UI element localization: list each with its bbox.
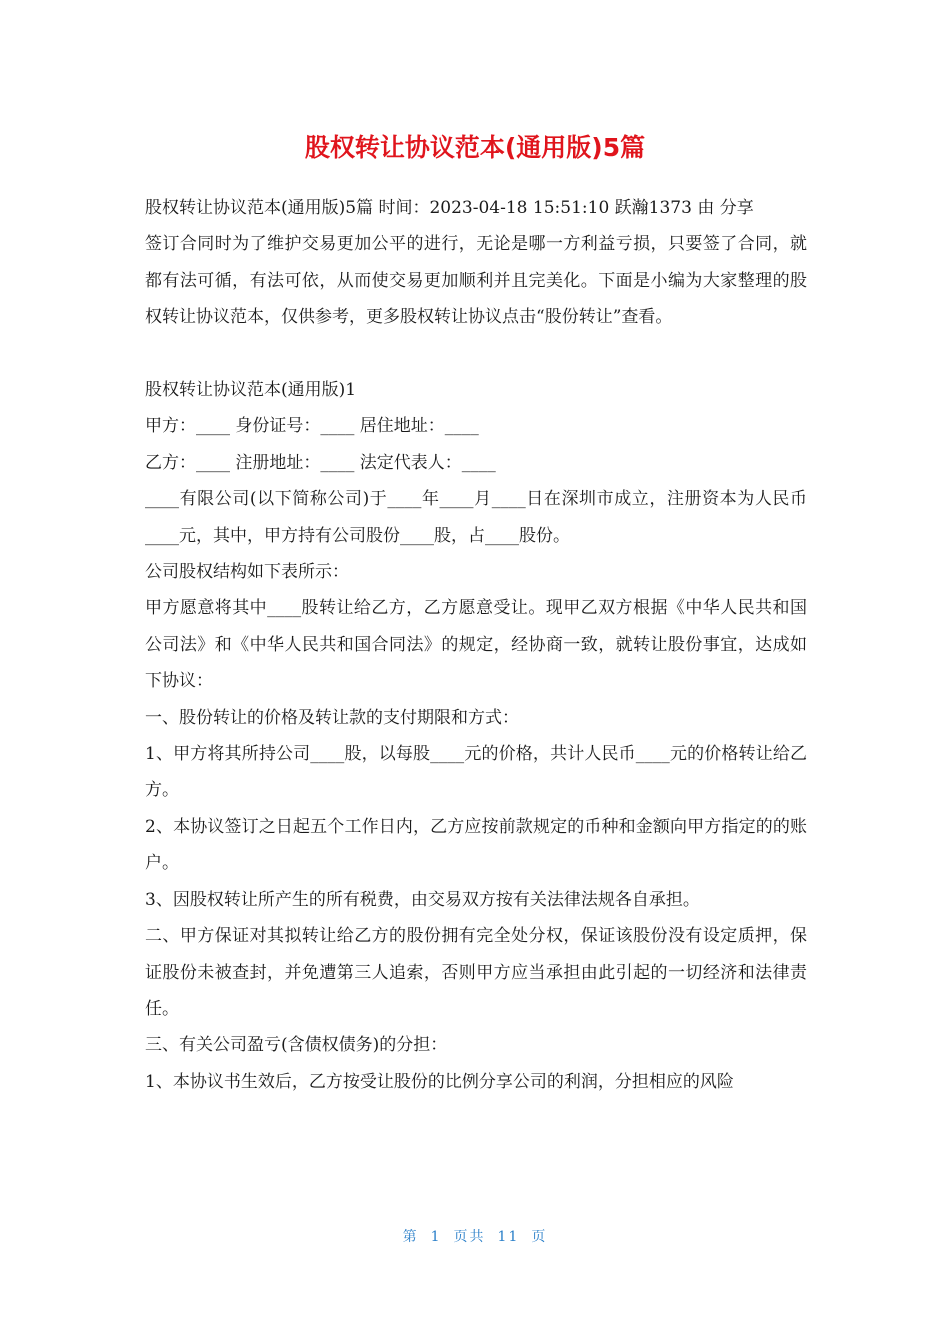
clause-item-3: 3、因股权转让所产生的所有税费，由交易双方按有关法律法规各自承担。 xyxy=(145,889,700,910)
party-a-line: 甲方：____ 身份证号：____ 居住地址：____ xyxy=(145,416,479,437)
page-number: 1 xyxy=(430,1229,442,1245)
total-pages: 11 xyxy=(497,1229,520,1245)
company-info-paragraph: ____有限公司(以下简称公司)于____年____月____日在深圳市成立，注册资本为人民币____元，其中，甲方持有公司股份____股，占____股份。 xyxy=(145,489,807,546)
clause-heading-price: 一、股份转让的价格及转让款的支付期限和方式： xyxy=(145,707,519,728)
page-label-middle: 页共 xyxy=(453,1229,486,1245)
equity-structure-line: 公司股权结构如下表所示： xyxy=(145,562,349,583)
clause-item-1: 1、甲方将其所持公司____股，以每股____元的价格，共计人民币____元的价格转让给乙方。 xyxy=(145,744,807,801)
page-label-suffix: 页 xyxy=(531,1229,548,1245)
clause-heading-profit-loss: 三、有关公司盈亏(含债权债务)的分担： xyxy=(145,1035,448,1056)
clause-item-profit-1: 1、本协议书生效后，乙方按受让股份的比例分享公司的利润，分担相应的风险 xyxy=(145,1071,734,1092)
page-footer xyxy=(0,1226,950,1248)
page-title: 股权转让协议范本(通用版)5篇 xyxy=(304,133,646,162)
transfer-intent-paragraph: 甲方愿意将其中____股转让给乙方，乙方愿意受让。现甲乙双方根据《中华人民共和国公司法》和《中华人民共和国合同法》的规定，经协商一致，就转让股份事宜，达成如下协议： xyxy=(145,598,807,692)
clause-item-2: 2、本协议签订之日起五个工作日内，乙方应按前款规定的币种和金额向甲方指定的的账户。 xyxy=(145,816,807,874)
party-b-line: 乙方：____ 注册地址：____ 法定代表人：____ xyxy=(145,452,496,473)
meta-line: 股权转让协议范本(通用版)5篇 时间：2023-04-18 15:51:10 跃瀚1373 由 分享 xyxy=(145,198,754,218)
intro-paragraph: 签订合同时为了维护交易更加公平的进行，无论是哪一方利益亏损，只要签了合同，就都有法可循，有法可依，从而使交易更加顺利并且完美化。下面是小编为大家整理的股权转让协议范本，仅供参考，更多股权转让协议点击“股份转让”查看。 xyxy=(145,234,807,328)
clause-heading-guarantee: 二、甲方保证对其拟转让给乙方的股份拥有完全处分权，保证该股份没有设定质押，保证股份未被查封，并免遭第三人追索，否则甲方应当承担由此引起的一切经济和法律责任。 xyxy=(145,926,807,1019)
section-heading: 股权转让协议范本(通用版)1 xyxy=(145,380,357,401)
paragraph-spacer xyxy=(145,336,807,372)
document-body xyxy=(145,190,807,1100)
page-label-prefix: 第 xyxy=(402,1229,419,1245)
